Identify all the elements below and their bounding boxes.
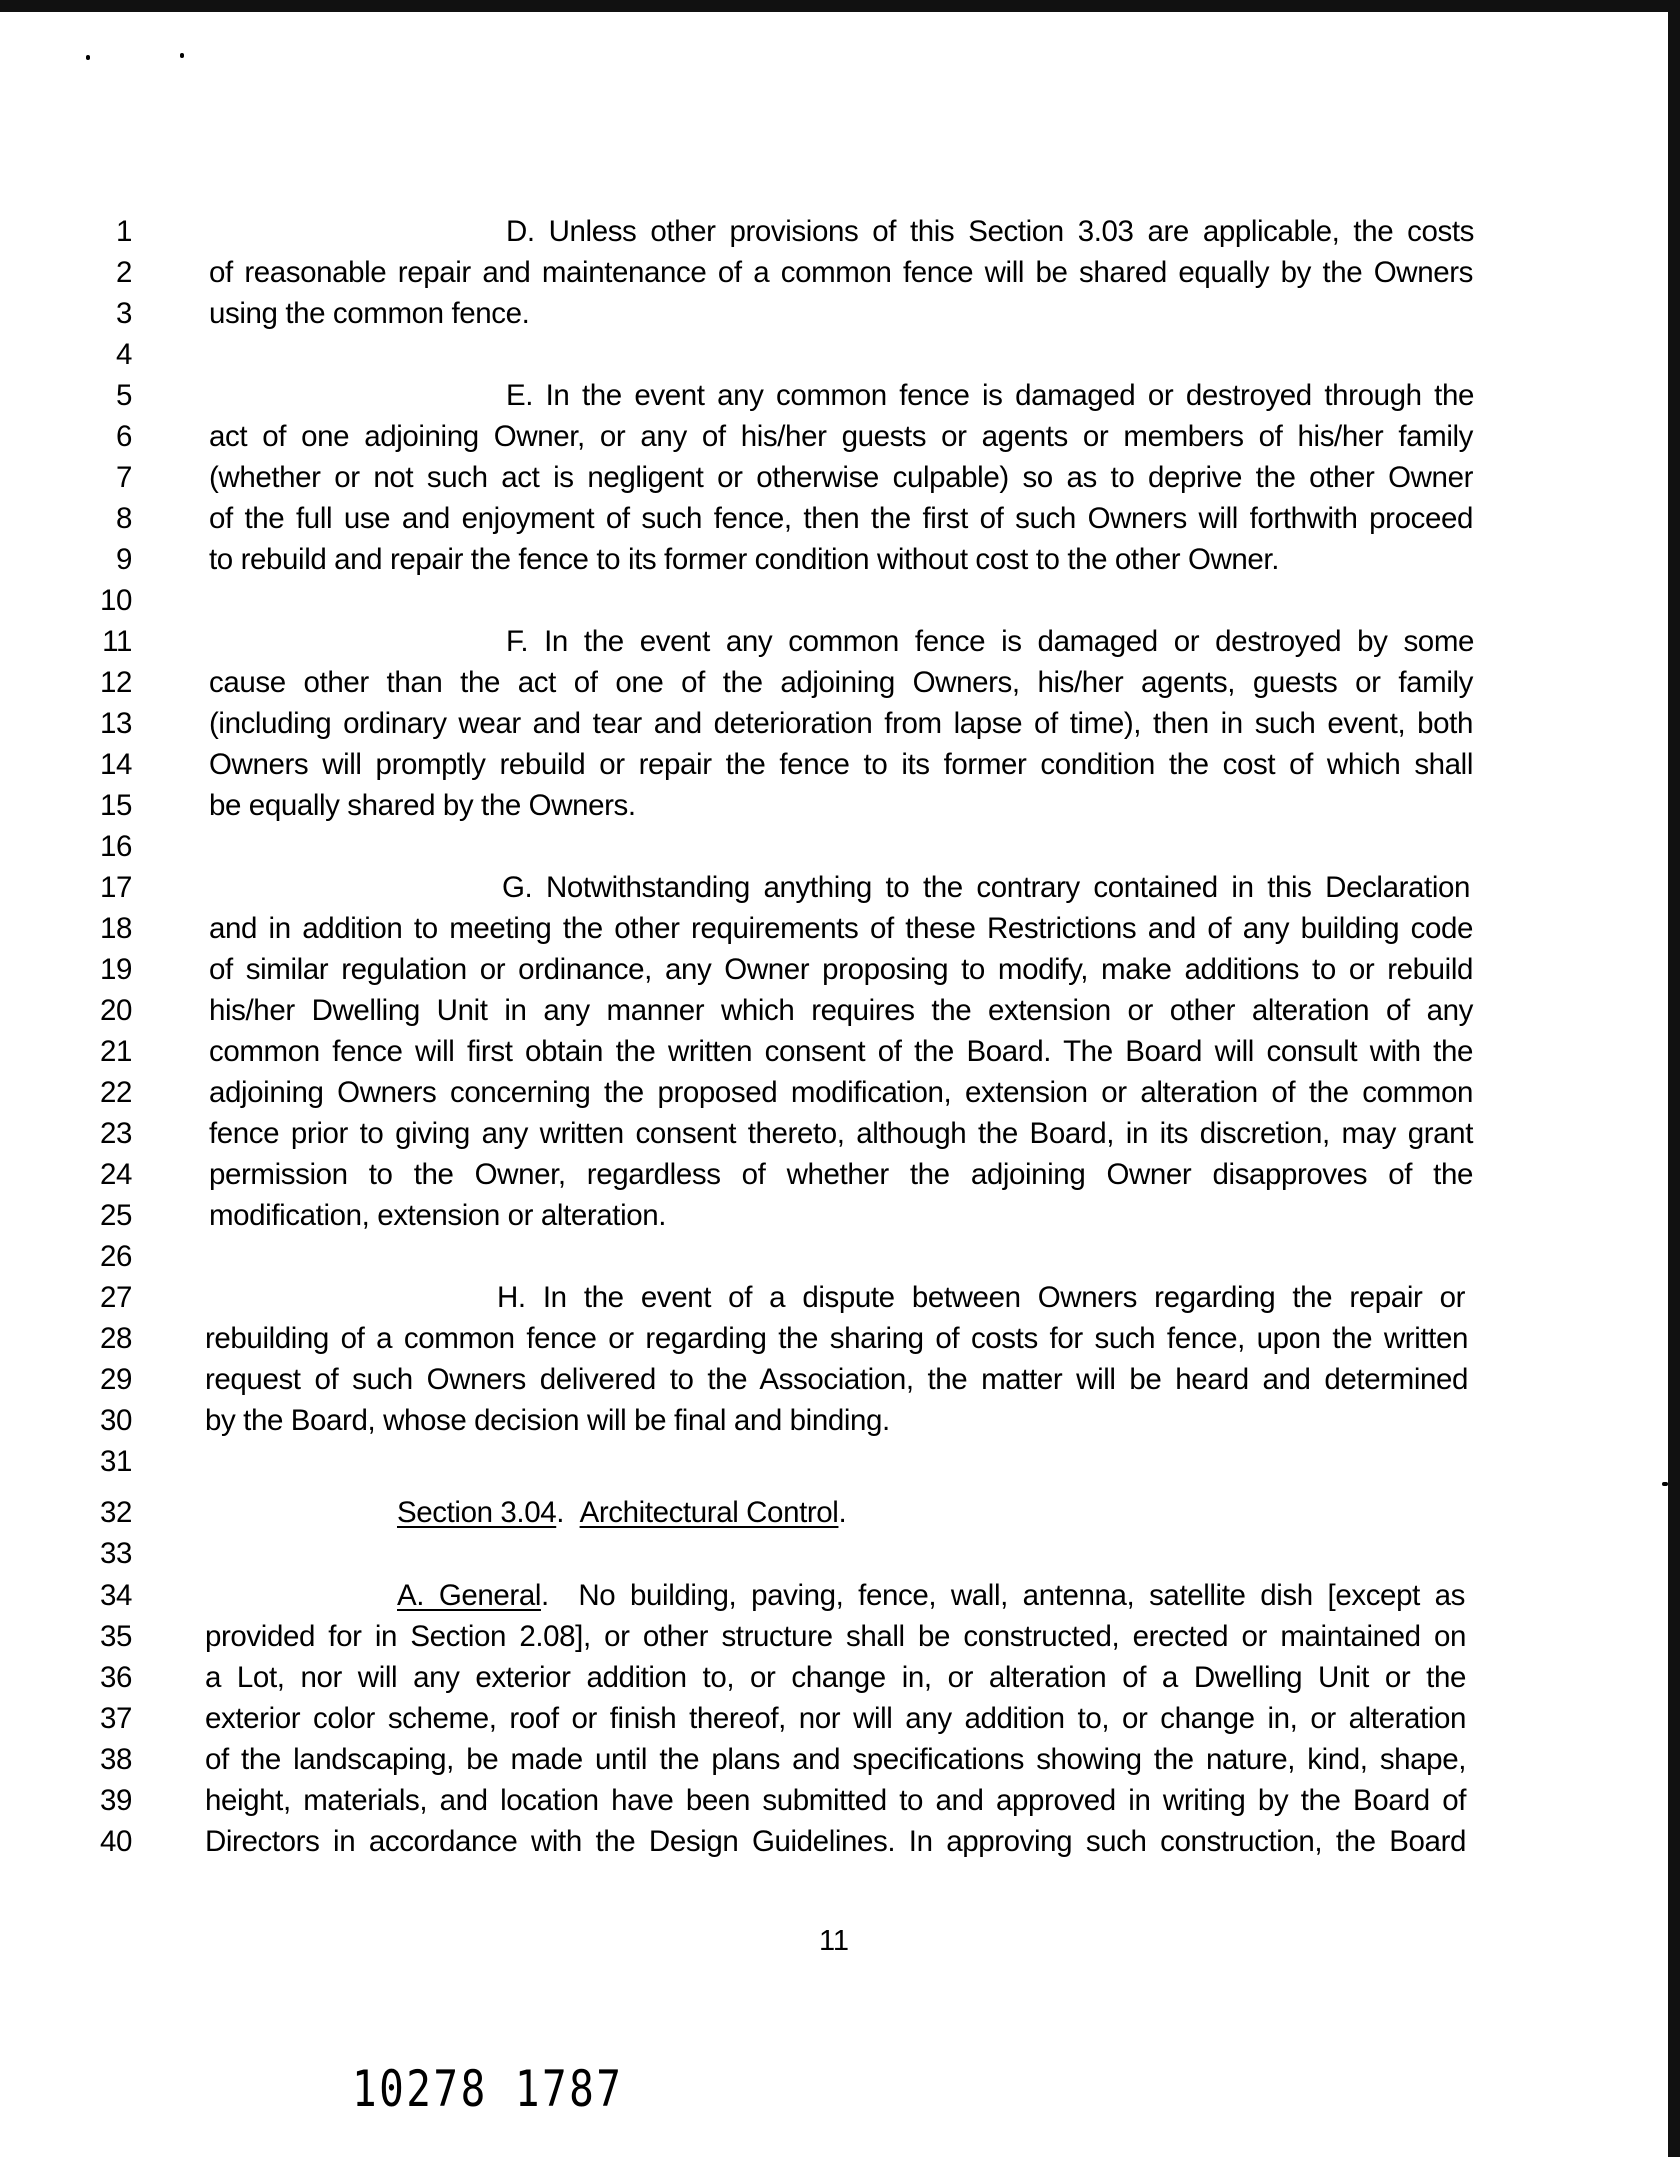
line-text: and in addition to meeting the other requirements of these Restrictions and of any building code	[209, 912, 1473, 945]
doc-line	[0, 1492, 1668, 1533]
line-text: Owners will promptly rebuild or repair the fence to its former condition the cost of which shall	[209, 748, 1473, 781]
doc-line	[0, 662, 1668, 703]
line-number: 3	[115, 297, 132, 330]
line-number: 24	[99, 1158, 132, 1191]
section-heading: Section 3.04. Architectural Control.	[397, 1496, 847, 1529]
line-number: 10	[99, 584, 132, 617]
scan-speck	[86, 55, 90, 60]
doc-line	[0, 211, 1668, 252]
line-number: 23	[99, 1117, 132, 1150]
doc-line	[0, 1113, 1668, 1154]
line-number: 21	[99, 1035, 132, 1068]
doc-line	[0, 1359, 1668, 1400]
line-text: by the Board, whose decision will be final and binding.	[205, 1404, 890, 1437]
line-text: to rebuild and repair the fence to its former condition without cost to the other Owner.	[209, 543, 1280, 576]
doc-line	[0, 1318, 1668, 1359]
line-number: 17	[99, 871, 132, 904]
doc-line	[0, 457, 1668, 498]
line-body: No building, paving, fence, wall, antenna, satellite dish [except as	[578, 1579, 1465, 1612]
line-number: 4	[115, 338, 132, 371]
doc-line	[0, 1780, 1668, 1821]
line-text: permission to the Owner, regardless of whether the adjoining Owner disapproves of the	[209, 1158, 1473, 1191]
line-number: 11	[102, 625, 132, 658]
line-number: 27	[99, 1281, 132, 1314]
doc-line	[0, 1698, 1668, 1739]
line-text: H. In the event of a dispute between Owners regarding the repair or	[497, 1281, 1465, 1314]
document-page	[0, 12, 1668, 2157]
line-text: (including ordinary wear and tear and deterioration from lapse of time), then in such event, both	[209, 707, 1473, 740]
line-text: a Lot, nor will any exterior addition to, or change in, or alteration of a Dwelling Unit or the	[205, 1661, 1466, 1694]
line-number: 20	[99, 994, 132, 1027]
line-number: 30	[99, 1404, 132, 1437]
doc-line	[0, 1657, 1668, 1698]
doc-line	[0, 1154, 1668, 1195]
document-stamp-number: 10278 1787	[352, 2060, 624, 2118]
line-text: F. In the event any common fence is damaged or destroyed by some	[506, 625, 1474, 658]
doc-line	[0, 1441, 1668, 1482]
line-number: 13	[99, 707, 132, 740]
line-text: adjoining Owners concerning the proposed modification, extension or alteration of the common	[209, 1076, 1473, 1109]
line-number: 25	[99, 1199, 132, 1232]
line-number: 36	[99, 1661, 132, 1694]
line-number: 37	[99, 1702, 132, 1735]
line-text: D. Unless other provisions of this Section 3.03 are applicable, the costs	[506, 215, 1474, 248]
doc-line	[0, 908, 1668, 949]
doc-line	[0, 744, 1668, 785]
doc-line	[0, 1031, 1668, 1072]
line-number: 12	[99, 666, 132, 699]
line-number: 5	[115, 379, 132, 412]
doc-line	[0, 1236, 1668, 1277]
line-number: 7	[115, 461, 132, 494]
scan-speck	[1662, 1482, 1668, 1486]
line-number: 32	[99, 1496, 132, 1529]
line-text: be equally shared by the Owners.	[209, 789, 636, 822]
line-number: 8	[115, 502, 132, 535]
line-text: of similar regulation or ordinance, any Owner proposing to modify, make additions to or rebuild	[209, 953, 1473, 986]
line-text: E. In the event any common fence is damaged or destroyed through the	[506, 379, 1474, 412]
line-text: height, materials, and location have been submitted to and approved in writing by the Board of	[205, 1784, 1466, 1817]
doc-line	[0, 1616, 1668, 1657]
doc-line	[0, 293, 1668, 334]
doc-line	[0, 1533, 1668, 1574]
section-number: Section 3.04	[397, 1496, 557, 1529]
line-number: 28	[99, 1322, 132, 1355]
line-number: 38	[99, 1743, 132, 1776]
doc-line	[0, 252, 1668, 293]
line-text: his/her Dwelling Unit in any manner which requires the extension or other alteration of any	[209, 994, 1473, 1027]
doc-line	[0, 990, 1668, 1031]
line-text: of the landscaping, be made until the plans and specifications showing the nature, kind, shape,	[205, 1743, 1466, 1776]
line-number: 34	[99, 1579, 132, 1612]
doc-line	[0, 1575, 1668, 1616]
line-number: 1	[115, 215, 132, 248]
line-number: 6	[115, 420, 132, 453]
line-text: cause other than the act of one of the adjoining Owners, his/her agents, guests or family	[209, 666, 1473, 699]
line-text: of the full use and enjoyment of such fence, then the first of such Owners will forthwith proceed	[209, 502, 1473, 535]
doc-line	[0, 498, 1668, 539]
doc-line	[0, 1072, 1668, 1113]
doc-line	[0, 785, 1668, 826]
doc-line	[0, 1400, 1668, 1441]
doc-line	[0, 867, 1668, 908]
line-number: 2	[115, 256, 132, 289]
line-text: G. Notwithstanding anything to the contrary contained in this Declaration	[502, 871, 1470, 904]
line-number: 35	[99, 1620, 132, 1653]
doc-line	[0, 949, 1668, 990]
line-number: 16	[99, 830, 132, 863]
line-text: exterior color scheme, roof or finish thereof, nor will any addition to, or change in, or alteration	[205, 1702, 1466, 1735]
line-number: 33	[99, 1537, 132, 1570]
doc-line	[0, 580, 1668, 621]
scan-speck	[180, 53, 184, 58]
line-number: 39	[99, 1784, 132, 1817]
line-number: 26	[99, 1240, 132, 1273]
doc-line	[0, 1195, 1668, 1236]
page-number: 11	[818, 1925, 850, 1957]
doc-line	[0, 334, 1668, 375]
doc-line	[0, 703, 1668, 744]
line-text: using the common fence.	[209, 297, 530, 330]
doc-line	[0, 1739, 1668, 1780]
line-number: 22	[99, 1076, 132, 1109]
section-title: Architectural Control	[579, 1496, 839, 1529]
line-number: 29	[99, 1363, 132, 1396]
line-text: act of one adjoining Owner, or any of his/her guests or agents or members of his/her family	[209, 420, 1473, 453]
doc-line	[0, 1821, 1668, 1862]
doc-line	[0, 621, 1668, 662]
line-number: 14	[99, 748, 132, 781]
line-text: A. General. No building, paving, fence, wall, antenna, satellite dish [except as	[397, 1579, 1465, 1612]
line-text: rebuilding of a common fence or regarding the sharing of costs for such fence, upon the written	[205, 1322, 1468, 1355]
line-number: 9	[115, 543, 132, 576]
line-text: (whether or not such act is negligent or otherwise culpable) so as to deprive the other Owner	[209, 461, 1473, 494]
line-text: request of such Owners delivered to the Association, the matter will be heard and determined	[205, 1363, 1468, 1396]
line-number: 40	[99, 1825, 132, 1858]
line-text: modification, extension or alteration.	[209, 1199, 667, 1232]
doc-line	[0, 1277, 1668, 1318]
line-text: fence prior to giving any written consent thereto, although the Board, in its discretion, may grant	[209, 1117, 1473, 1150]
doc-line	[0, 375, 1668, 416]
line-number: 18	[99, 912, 132, 945]
line-text: of reasonable repair and maintenance of a common fence will be shared equally by the Owners	[209, 256, 1473, 289]
line-text: Directors in accordance with the Design Guidelines. In approving such construction, the Board	[205, 1825, 1466, 1858]
subsection-lead: A. General	[397, 1579, 541, 1612]
doc-line	[0, 826, 1668, 867]
line-text: provided for in Section 2.08], or other structure shall be constructed, erected or maintained on	[205, 1620, 1466, 1653]
doc-line	[0, 539, 1668, 580]
doc-line	[0, 416, 1668, 457]
line-number: 15	[99, 789, 132, 822]
line-number: 31	[99, 1445, 132, 1478]
line-text: common fence will first obtain the written consent of the Board. The Board will consult with the	[209, 1035, 1473, 1068]
line-number: 19	[99, 953, 132, 986]
